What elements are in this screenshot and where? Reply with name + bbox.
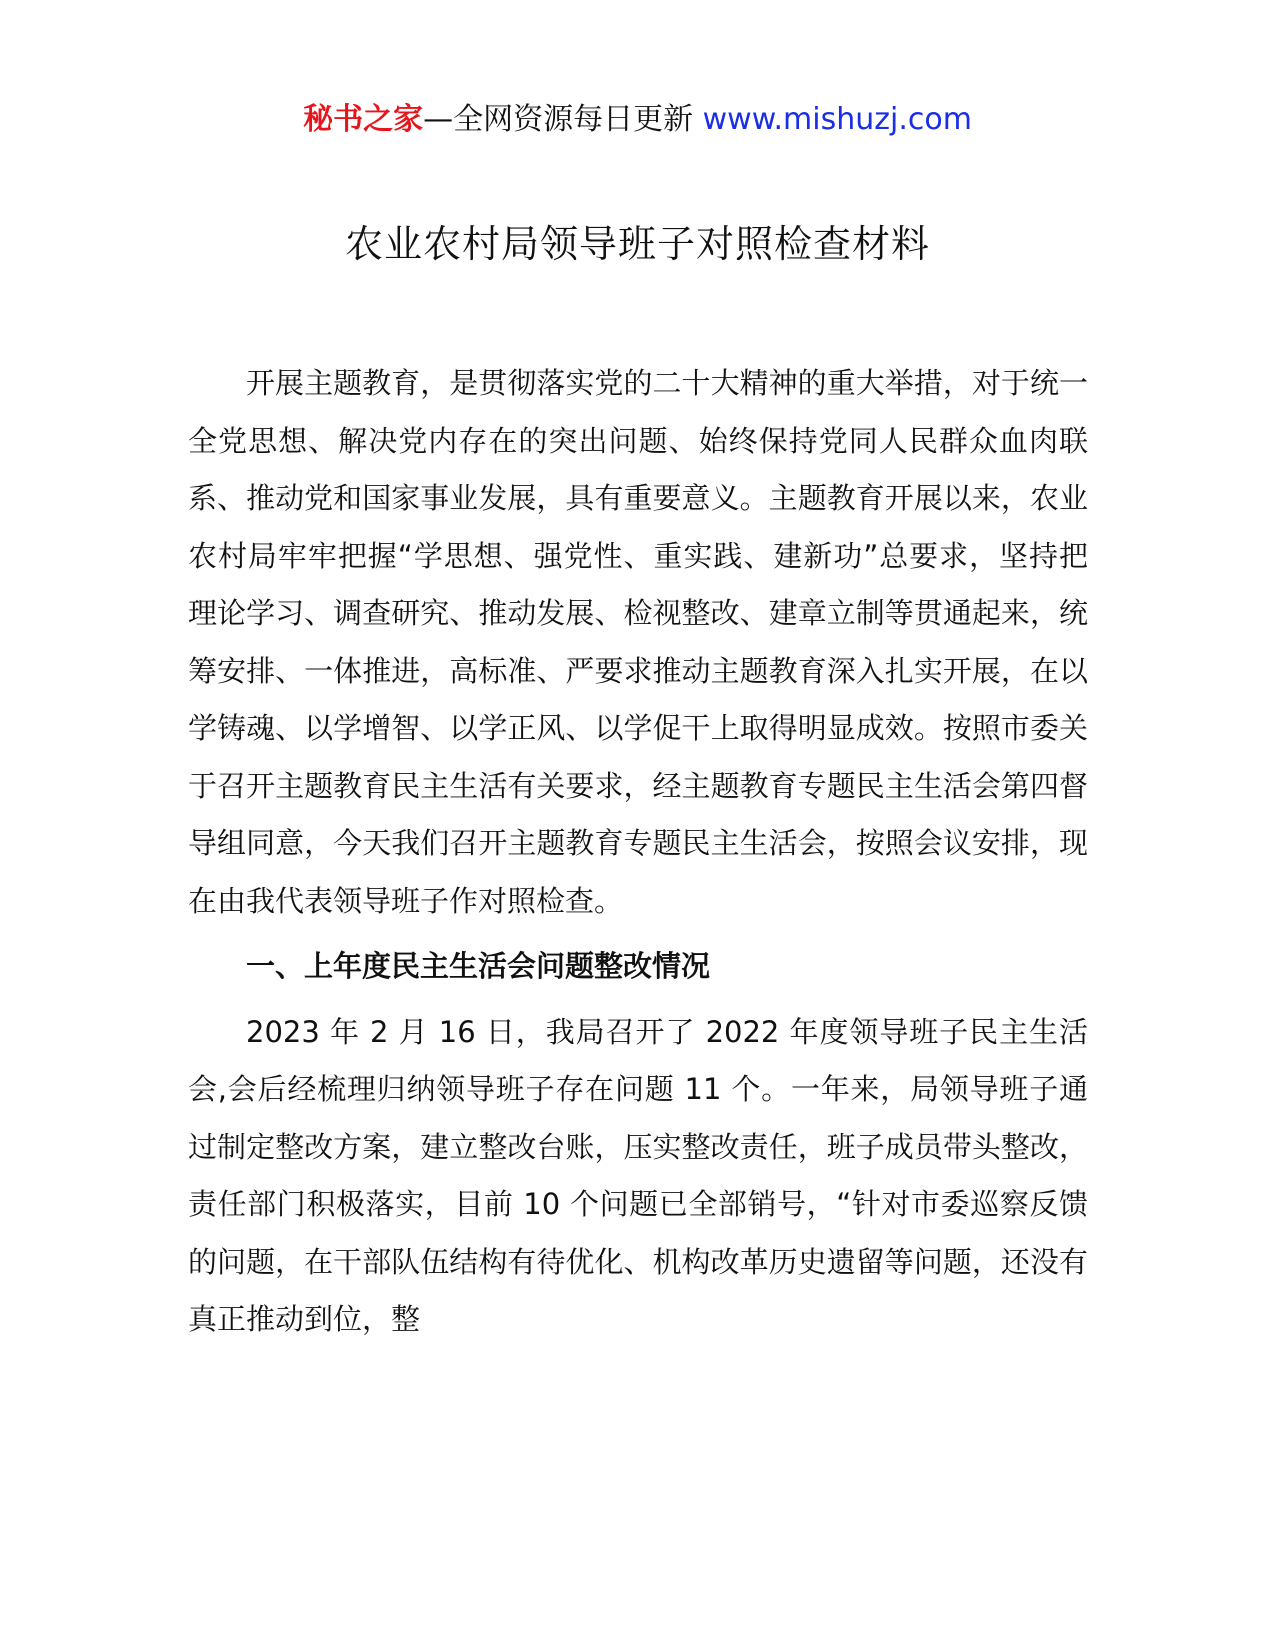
section-heading: 一、上年度民主生活会问题整改情况 <box>246 949 711 983</box>
intro-paragraph: 开展主题教育，是贯彻落实党的二十大精神的重大举措，对于统一全党思想、解决党内存在的突出问题、始终保持党同人民群众血肉联系、推动党和国家事业发展，具有重要意义。主题教育开展以来，农业农村局牢牢把握“学思想、强党性、重实践、建新功”总要求，坚持把理论学习、调查研究、推动发展、检视整改、建章立制等贯通起来，统筹安排、一体推进，高标准、严要求推动主题教育深入扎实开展，在以学铸魂、以学增智、以学正风、以学促干上取得明显成效。按照市委关于召开主题教育民主生活有关要求，经主题教育专题民主生活会第四督导组同意，今天我们召开主题教育专题民主生活会，按照会议安排，现在由我代表领导班子作对照检查。 <box>188 366 1088 918</box>
site-url-link[interactable]: www.mishuzj.com <box>702 102 972 137</box>
document-title: 农业农村局领导班子对照检查材料 <box>344 222 930 266</box>
site-header <box>0 98 1275 142</box>
site-brand: 秘书之家 <box>303 102 424 137</box>
document-body <box>188 355 1088 1349</box>
site-tagline: —全网资源每日更新 <box>423 102 694 137</box>
section-paragraph: 2023 年 2 月 16 日，我局召开了 2022 年度领导班子民主生活会,会后经梳理归纳领导班子存在问题 11 个。一年来，局领导班子通过制定整改方案，建立整改台账，压实整改责任，班子成员带头整改，责任部门积极落实，目前 10 个问题已全部销号，“针对市委巡察反馈的问题，在干部队伍结构有待优化、机构改革历史遗留等问题，还没有真正推动到位，整 <box>188 1014 1088 1336</box>
